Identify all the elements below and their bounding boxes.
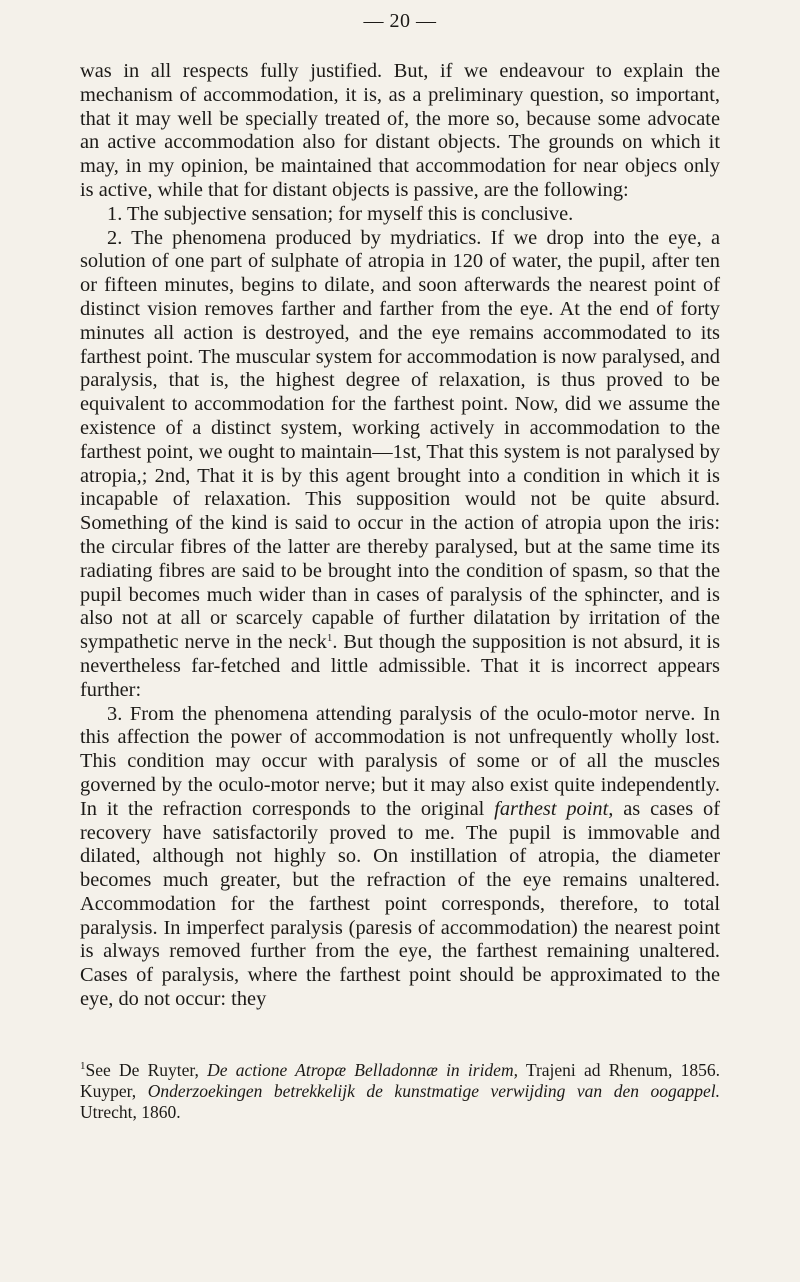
footnote — [80, 1060, 720, 1123]
footnote-marker: 1 — [326, 632, 333, 645]
page-number: — 20 — — [363, 10, 437, 32]
text-run: Utrecht, 1860. — [80, 1102, 181, 1122]
text-run: as cases of recovery have satisfactorily proved to me. The pupil is immovable and dilated, although not highly so. On instillation of atropia, the diameter becomes much greater, but the refraction of the eye remains unaltered. Accommodation for the farthest point corresponds, therefore, to total paralysis. In imperfect paralysis (paresis of accommodation) the nearest point is always removed further from the eye, the farthest remaining unaltered. Cases of paralysis, where the farthest point should be approximated to the eye, do not occur: they — [80, 797, 720, 1011]
paragraph — [80, 60, 720, 203]
footnote-marker: 1 — [80, 1060, 86, 1072]
body-text — [80, 60, 720, 1012]
text-run: . But though the supposition is not absurd, it is nevertheless far-fetched and little admissible. That it is incorrect appears further: — [80, 631, 721, 701]
text-run: 2. The phenomena produced by mydriatics. If we drop into the eye, a solution of one part of sulphate of atropia in 120 of water, the pupil, after ten or fifteen minutes, begins to dilate, and soon afterwards the nearest point of distinct vision removes farther and farther from the eye. At the end of forty minutes all action is destroyed, and the eye remains accommodated to its farthest point. The muscular system for accommodation is now paralysed, and paralysis, that is, the highest degree of relaxation, is thus proved to be equivalent to accommodation for the farthest point. Now, did we assume the existence of a distinct system, working actively in accommodation to the farthest point, we ought to maintain—1st, That this system is not paralysed by atropia,; 2nd, That it is by this agent brought into a condition in which it is incapable of relaxation. This supposition would not be quite absurd. Something of the kind is said to occur in the action of atropia upon the iris: the circular fibres of the latter are thereby paralysed, but at the same time its radiating fibres are said to be brought into the condition of spasm, so that the pupil becomes much wider than in cases of paralysis of the sphincter, and is also not at all or scarcely capable of further dilatation by irritation of the sympathetic nerve in the neck — [80, 226, 720, 654]
text-run: Trajeni ad Rhenum, 1856. Kuyper, — [80, 1060, 720, 1101]
footnote-text — [80, 1060, 720, 1123]
text-run: 1. The subjective sensation; for myself this is conclusive. — [107, 202, 574, 225]
text-run: 3. From the phenomena attending paralysis of the oculo-motor nerve. In this affection the power of accommodation is not unfrequently wholly lost. This condition may occur with paralysis of some or of all the muscles governed by the oculo-motor nerve; but it may also exist quite independently. In it the refraction corresponds to the original — [80, 702, 720, 820]
italic-text: farthest point, — [494, 797, 614, 820]
italic-text: Onderzoekingen betrekkelijk de kunstmatige verwijding van den oogappel. — [147, 1081, 720, 1101]
text-run: See De Ruyter, — [85, 1060, 208, 1080]
paragraph — [80, 203, 720, 227]
text-run: was in all respects fully justified. But, if we endeavour to explain the mechanism of accommodation, it is, as a preliminary question, so important, that it may well be specially treated of, the more so, because some advocate an active accommodation also for distant objects. The grounds on which it may, in my opinion, be maintained that accommodation for near objecs only is active, while that for distant objects is passive, are the following: — [80, 60, 720, 201]
italic-text: De actione Atropæ Belladonnæ in iridem, — [207, 1060, 518, 1080]
paragraph — [80, 227, 720, 703]
paragraph — [80, 703, 720, 1012]
